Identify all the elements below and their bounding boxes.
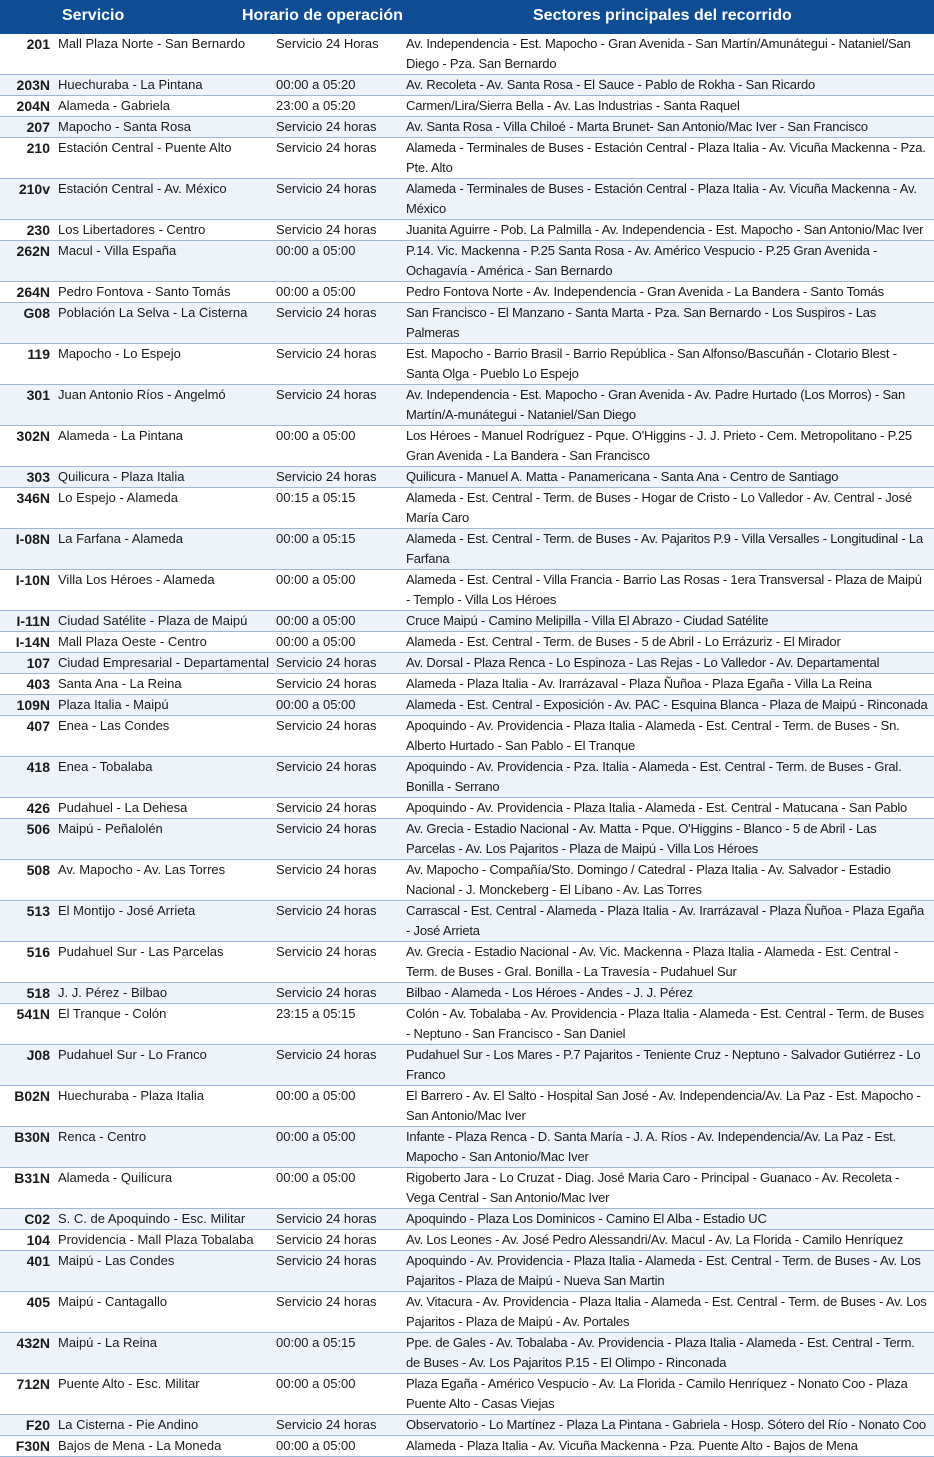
- operating-hours: Servicio 24 horas: [271, 1209, 406, 1230]
- operating-hours: Servicio 24 horas: [271, 303, 406, 344]
- route-sectors: Infante - Plaza Renca - D. Santa María - J. A. Ríos - Av. Independencia/Av. La Paz - Est. Mapocho - San Antonio/Mac Iver: [406, 1127, 934, 1168]
- table-row: [0, 75, 934, 96]
- route-name: Mall Plaza Oeste - Centro: [54, 632, 271, 653]
- operating-hours: Servicio 24 horas: [271, 179, 406, 220]
- route-sectors: Alameda - Est. Central - Exposición - Av. PAC - Esquina Blanca - Plaza de Maipú - Rinconada: [406, 695, 934, 716]
- route-name: Lo Espejo - Alameda: [54, 488, 271, 529]
- table-row: [0, 632, 934, 653]
- route-sectors: Colón - Av. Tobalaba - Av. Providencia - Plaza Italia - Alameda - Est. Central - Term. de Buses - Neptuno - San Francisco - San Daniel: [406, 1004, 934, 1045]
- table-row: [0, 117, 934, 138]
- route-sectors: Pedro Fontova Norte - Av. Independencia - Gran Avenida - La Bandera - Santo Tomás: [406, 282, 934, 303]
- route-number: 210v: [0, 179, 54, 220]
- operating-hours: Servicio 24 horas: [271, 674, 406, 695]
- route-number: 346N: [0, 488, 54, 529]
- route-name: Juan Antonio Ríos - Angelmó: [54, 385, 271, 426]
- route-number: 426: [0, 798, 54, 819]
- table-row: [0, 1333, 934, 1374]
- routes-table: [0, 34, 934, 1457]
- route-name: Plaza Italia - Maipú: [54, 695, 271, 716]
- route-sectors: Alameda - Plaza Italia - Av. Irarrázaval - Plaza Ñuñoa - Plaza Egaña - Villa La Reina: [406, 674, 934, 695]
- route-sectors: El Barrero - Av. El Salto - Hospital San José - Av. Independencia/Av. La Paz - Est. Mapocho - San Antonio/Mac Iver: [406, 1086, 934, 1127]
- table-row: [0, 1086, 934, 1127]
- route-sectors: Plaza Egaña - Américo Vespucio - Av. La Florida - Camilo Henríquez - Nonato Coo - Plaza Puente Alto - Casas Viejas: [406, 1374, 934, 1415]
- route-name: Pudahuel Sur - Lo Franco: [54, 1045, 271, 1086]
- table-row: [0, 220, 934, 241]
- route-name: Bajos de Mena - La Moneda: [54, 1436, 271, 1457]
- route-name: Santa Ana - La Reina: [54, 674, 271, 695]
- route-name: La Farfana - Alameda: [54, 529, 271, 570]
- operating-hours: Servicio 24 horas: [271, 757, 406, 798]
- route-number: 303: [0, 467, 54, 488]
- operating-hours: Servicio 24 horas: [271, 942, 406, 983]
- table-row: [0, 426, 934, 467]
- operating-hours: Servicio 24 horas: [271, 983, 406, 1004]
- table-row: [0, 138, 934, 179]
- operating-hours: 00:00 a 05:00: [271, 695, 406, 716]
- operating-hours: 23:15 a 05:15: [271, 1004, 406, 1045]
- table-row: [0, 488, 934, 529]
- route-number: 403: [0, 674, 54, 695]
- route-number: 104: [0, 1230, 54, 1251]
- route-sectors: Los Héroes - Manuel Rodríguez - Pque. O'Higgins - J. J. Prieto - Cem. Metropolitano - P.25 Gran Avenida - La Bandera - San Francisco: [406, 426, 934, 467]
- route-number: 541N: [0, 1004, 54, 1045]
- route-name: Ciudad Empresarial - Departamental: [54, 653, 271, 674]
- route-sectors: P.14. Vic. Mackenna - P.25 Santa Rosa - Av. Américo Vespucio - P.25 Gran Avenida - Ochagavía - América - San Bernardo: [406, 241, 934, 282]
- route-number: 407: [0, 716, 54, 757]
- table-row: [0, 942, 934, 983]
- table-row: [0, 757, 934, 798]
- route-number: 264N: [0, 282, 54, 303]
- route-sectors: Ppe. de Gales - Av. Tobalaba - Av. Providencia - Plaza Italia - Alameda - Est. Central - Term. de Buses - Av. Los Pajaritos P.15 - El Olimpo - Rinconada: [406, 1333, 934, 1374]
- route-number: B02N: [0, 1086, 54, 1127]
- route-number: I-14N: [0, 632, 54, 653]
- table-row: [0, 282, 934, 303]
- table-row: [0, 819, 934, 860]
- route-name: Huechuraba - La Pintana: [54, 75, 271, 96]
- route-number: I-08N: [0, 529, 54, 570]
- route-name: Pedro Fontova - Santo Tomás: [54, 282, 271, 303]
- operating-hours: 00:00 a 05:00: [271, 611, 406, 632]
- table-row: [0, 1045, 934, 1086]
- operating-hours: 00:00 a 05:00: [271, 1086, 406, 1127]
- operating-hours: 00:00 a 05:00: [271, 426, 406, 467]
- route-number: 518: [0, 983, 54, 1004]
- operating-hours: Servicio 24 horas: [271, 819, 406, 860]
- route-number: 513: [0, 901, 54, 942]
- table-row: [0, 1415, 934, 1436]
- route-name: Maipú - Cantagallo: [54, 1292, 271, 1333]
- route-sectors: Alameda - Terminales de Buses - Estación Central - Plaza Italia - Av. Vicuña Mackenna - Pza. Pte. Alto: [406, 138, 934, 179]
- route-name: Quilicura - Plaza Italia: [54, 467, 271, 488]
- route-number: J08: [0, 1045, 54, 1086]
- route-name: Mall Plaza Norte - San Bernardo: [54, 34, 271, 75]
- table-row: [0, 901, 934, 942]
- route-name: Maipú - Las Condes: [54, 1251, 271, 1292]
- route-name: Enea - Tobalaba: [54, 757, 271, 798]
- route-name: Estación Central - Puente Alto: [54, 138, 271, 179]
- table-row: [0, 674, 934, 695]
- route-name: Mapocho - Lo Espejo: [54, 344, 271, 385]
- route-number: 712N: [0, 1374, 54, 1415]
- route-name: El Montijo - José Arrieta: [54, 901, 271, 942]
- route-sectors: Av. Grecia - Estadio Nacional - Av. Matta - Pque. O'Higgins - Blanco - 5 de Abril - Las Parcelas - Av. Los Pajaritos - Plaza de Maipú - Villa Los Héroes: [406, 819, 934, 860]
- operating-hours: Servicio 24 horas: [271, 798, 406, 819]
- route-sectors: Alameda - Est. Central - Term. de Buses - Av. Pajaritos P.9 - Villa Versalles - Longitudinal - La Farfana: [406, 529, 934, 570]
- route-number: 201: [0, 34, 54, 75]
- header-service: Servicio: [62, 7, 125, 24]
- route-name: S. C. de Apoquindo - Esc. Militar: [54, 1209, 271, 1230]
- route-number: 301: [0, 385, 54, 426]
- operating-hours: Servicio 24 horas: [271, 1292, 406, 1333]
- route-number: B30N: [0, 1127, 54, 1168]
- route-sectors: Apoquindo - Av. Providencia - Pza. Italia - Alameda - Est. Central - Term. de Buses - Gral. Bonilla - Serrano: [406, 757, 934, 798]
- header-schedule: Horario de operación: [242, 7, 403, 24]
- route-sectors: Av. Independencia - Est. Mapocho - Gran Avenida - San Martín/Amunátegui - Nataniel/San Diego - Pza. San Bernardo: [406, 34, 934, 75]
- route-number: 508: [0, 860, 54, 901]
- route-name: Pudahuel - La Dehesa: [54, 798, 271, 819]
- table-row: [0, 1209, 934, 1230]
- table-header: [0, 0, 934, 34]
- operating-hours: 00:15 a 05:15: [271, 488, 406, 529]
- operating-hours: 00:00 a 05:15: [271, 529, 406, 570]
- table-row: [0, 695, 934, 716]
- route-number: 405: [0, 1292, 54, 1333]
- operating-hours: Servicio 24 horas: [271, 117, 406, 138]
- operating-hours: 00:00 a 05:00: [271, 241, 406, 282]
- operating-hours: Servicio 24 horas: [271, 344, 406, 385]
- table-row: [0, 983, 934, 1004]
- route-number: 506: [0, 819, 54, 860]
- route-sectors: Juanita Aguirre - Pob. La Palmilla - Av. Independencia - Est. Mapocho - San Antonio/Mac Iver: [406, 220, 934, 241]
- operating-hours: 00:00 a 05:00: [271, 570, 406, 611]
- route-sectors: Quilicura - Manuel A. Matta - Panamericana - Santa Ana - Centro de Santiago: [406, 467, 934, 488]
- route-number: 262N: [0, 241, 54, 282]
- route-name: Alameda - Quilicura: [54, 1168, 271, 1209]
- route-sectors: Alameda - Terminales de Buses - Estación Central - Plaza Italia - Av. Vicuña Mackenna - Av. México: [406, 179, 934, 220]
- operating-hours: 00:00 a 05:00: [271, 1436, 406, 1457]
- route-sectors: Av. Recoleta - Av. Santa Rosa - El Sauce - Pablo de Rokha - San Ricardo: [406, 75, 934, 96]
- route-sectors: Apoquindo - Av. Providencia - Plaza Italia - Alameda - Est. Central - Matucana - San Pablo: [406, 798, 934, 819]
- route-sectors: Apoquindo - Av. Providencia - Plaza Italia - Alameda - Est. Central - Term. de Buses - Sn. Alberto Hurtado - San Pablo - El Tranque: [406, 716, 934, 757]
- route-number: 203N: [0, 75, 54, 96]
- route-number: 401: [0, 1251, 54, 1292]
- route-name: Providencia - Mall Plaza Tobalaba: [54, 1230, 271, 1251]
- route-sectors: Carmen/Lira/Sierra Bella - Av. Las Industrias - Santa Raquel: [406, 96, 934, 117]
- route-sectors: Carrascal - Est. Central - Alameda - Plaza Italia - Av. Irarrázaval - Plaza Ñuñoa - Plaza Egaña - José Arrieta: [406, 901, 934, 942]
- table-row: [0, 34, 934, 75]
- operating-hours: Servicio 24 horas: [271, 1045, 406, 1086]
- route-number: 302N: [0, 426, 54, 467]
- route-sectors: Av. Vitacura - Av. Providencia - Plaza Italia - Alameda - Est. Central - Term. de Buses - Av. Los Pajaritos - Plaza de Maipú - Av. Portales: [406, 1292, 934, 1333]
- table-row: [0, 1168, 934, 1209]
- route-sectors: Av. Santa Rosa - Villa Chiloé - Marta Brunet- San Antonio/Mac Iver - San Francisco: [406, 117, 934, 138]
- route-name: Huechuraba - Plaza Italia: [54, 1086, 271, 1127]
- route-number: C02: [0, 1209, 54, 1230]
- table-row: [0, 1292, 934, 1333]
- operating-hours: Servicio 24 horas: [271, 1230, 406, 1251]
- route-number: 230: [0, 220, 54, 241]
- route-sectors: Est. Mapocho - Barrio Brasil - Barrio República - San Alfonso/Bascuñán - Clotario Blest - Santa Olga - Pueblo Lo Espejo: [406, 344, 934, 385]
- route-sectors: Alameda - Est. Central - Villa Francia - Barrio Las Rosas - 1era Transversal - Plaza de Maipú - Templo - Villa Los Héroes: [406, 570, 934, 611]
- route-number: 107: [0, 653, 54, 674]
- route-name: J. J. Pérez - Bilbao: [54, 983, 271, 1004]
- route-number: F30N: [0, 1436, 54, 1457]
- route-name: Renca - Centro: [54, 1127, 271, 1168]
- route-sectors: Alameda - Est. Central - Term. de Buses - 5 de Abril - Lo Errázuriz - El Mirador: [406, 632, 934, 653]
- table-row: [0, 179, 934, 220]
- route-number: 204N: [0, 96, 54, 117]
- operating-hours: 00:00 a 05:00: [271, 282, 406, 303]
- operating-hours: Servicio 24 horas: [271, 901, 406, 942]
- operating-hours: Servicio 24 horas: [271, 1415, 406, 1436]
- route-sectors: Av. Independencia - Est. Mapocho - Gran Avenida - Av. Padre Hurtado (Los Morros) - San Martín/A-munátegui - Nataniel/San Diego: [406, 385, 934, 426]
- table-row: [0, 467, 934, 488]
- table-row: [0, 1127, 934, 1168]
- table-row: [0, 798, 934, 819]
- route-number: 109N: [0, 695, 54, 716]
- route-number: I-11N: [0, 611, 54, 632]
- route-name: Pudahuel Sur - Las Parcelas: [54, 942, 271, 983]
- table-row: [0, 570, 934, 611]
- table-row: [0, 1251, 934, 1292]
- route-number: I-10N: [0, 570, 54, 611]
- route-sectors: Pudahuel Sur - Los Mares - P.7 Pajaritos - Teniente Cruz - Neptuno - Salvador Gutiérrez - Lo Franco: [406, 1045, 934, 1086]
- route-name: Los Libertadores - Centro: [54, 220, 271, 241]
- route-number: 516: [0, 942, 54, 983]
- route-name: Alameda - Gabriela: [54, 96, 271, 117]
- route-name: Enea - Las Condes: [54, 716, 271, 757]
- table-row: [0, 1004, 934, 1045]
- route-name: Villa Los Héroes - Alameda: [54, 570, 271, 611]
- route-name: Maipú - La Reina: [54, 1333, 271, 1374]
- operating-hours: Servicio 24 horas: [271, 385, 406, 426]
- operating-hours: 23:00 a 05:20: [271, 96, 406, 117]
- route-number: 210: [0, 138, 54, 179]
- table-row: [0, 241, 934, 282]
- route-number: 119: [0, 344, 54, 385]
- operating-hours: 00:00 a 05:00: [271, 1127, 406, 1168]
- route-sectors: Av. Los Leones - Av. José Pedro Alessandri/Av. Macul - Av. La Florida - Camilo Henríquez: [406, 1230, 934, 1251]
- header-sectors: Sectores principales del recorrido: [533, 7, 792, 24]
- operating-hours: Servicio 24 horas: [271, 1251, 406, 1292]
- route-sectors: Bilbao - Alameda - Los Héroes - Andes - J. J. Pérez: [406, 983, 934, 1004]
- route-name: Ciudad Satélite - Plaza de Maipú: [54, 611, 271, 632]
- table-row: [0, 344, 934, 385]
- table-row: [0, 303, 934, 344]
- operating-hours: Servicio 24 Horas: [271, 34, 406, 75]
- route-sectors: Av. Grecia - Estadio Nacional - Av. Vic. Mackenna - Plaza Italia - Alameda - Est. Central - Term. de Buses - Gral. Bonilla - La Travesía - Pudahuel Sur: [406, 942, 934, 983]
- route-sectors: Cruce Maipú - Camino Melipilla - Villa El Abrazo - Ciudad Satélite: [406, 611, 934, 632]
- table-row: [0, 529, 934, 570]
- table-row: [0, 653, 934, 674]
- operating-hours: 00:00 a 05:20: [271, 75, 406, 96]
- route-sectors: Apoquindo - Av. Providencia - Plaza Italia - Alameda - Est. Central - Term. de Buses - Av. Los Pajaritos - Plaza de Maipú - Nueva San Martin: [406, 1251, 934, 1292]
- table-row: [0, 716, 934, 757]
- table-row: [0, 1374, 934, 1415]
- route-number: 418: [0, 757, 54, 798]
- route-sectors: Alameda - Plaza Italia - Av. Vicuña Mackenna - Pza. Puente Alto - Bajos de Mena: [406, 1436, 934, 1457]
- route-sectors: Av. Mapocho - Compañía/Sto. Domingo / Catedral - Plaza Italia - Av. Salvador - Estadio Nacional - J. Monckeberg - El Líbano - Av. Las Torres: [406, 860, 934, 901]
- operating-hours: 00:00 a 05:00: [271, 1374, 406, 1415]
- route-name: Alameda - La Pintana: [54, 426, 271, 467]
- route-name: Puente Alto - Esc. Militar: [54, 1374, 271, 1415]
- route-name: Maipú - Peñalolén: [54, 819, 271, 860]
- route-sectors: Alameda - Est. Central - Term. de Buses - Hogar de Cristo - Lo Valledor - Av. Central - José María Caro: [406, 488, 934, 529]
- route-sectors: San Francisco - El Manzano - Santa Marta - Pza. San Bernardo - Los Suspiros - Las Palmeras: [406, 303, 934, 344]
- route-name: Población La Selva - La Cisterna: [54, 303, 271, 344]
- route-name: Av. Mapocho - Av. Las Torres: [54, 860, 271, 901]
- table-row: [0, 860, 934, 901]
- route-number: F20: [0, 1415, 54, 1436]
- route-number: 207: [0, 117, 54, 138]
- operating-hours: Servicio 24 horas: [271, 138, 406, 179]
- operating-hours: Servicio 24 horas: [271, 653, 406, 674]
- route-sectors: Rigoberto Jara - Lo Cruzat - Diag. José Maria Caro - Principal - Guanaco - Av. Recoleta - Vega Central - San Antonio/Mac Iver: [406, 1168, 934, 1209]
- route-name: El Tranque - Colón: [54, 1004, 271, 1045]
- route-number: G08: [0, 303, 54, 344]
- operating-hours: Servicio 24 horas: [271, 860, 406, 901]
- route-name: Mapocho - Santa Rosa: [54, 117, 271, 138]
- route-sectors: Av. Dorsal - Plaza Renca - Lo Espinoza - Las Rejas - Lo Valledor - Av. Departamental: [406, 653, 934, 674]
- route-name: La Cisterna - Pie Andino: [54, 1415, 271, 1436]
- table-row: [0, 1230, 934, 1251]
- operating-hours: 00:00 a 05:00: [271, 1168, 406, 1209]
- routes-table-body: [0, 34, 934, 1457]
- operating-hours: Servicio 24 horas: [271, 467, 406, 488]
- operating-hours: Servicio 24 horas: [271, 716, 406, 757]
- table-row: [0, 1436, 934, 1457]
- route-sectors: Apoquindo - Plaza Los Dominicos - Camino El Alba - Estadio UC: [406, 1209, 934, 1230]
- route-number: 432N: [0, 1333, 54, 1374]
- route-name: Estación Central - Av. México: [54, 179, 271, 220]
- route-name: Macul - Villa España: [54, 241, 271, 282]
- table-row: [0, 96, 934, 117]
- table-row: [0, 385, 934, 426]
- operating-hours: Servicio 24 horas: [271, 220, 406, 241]
- table-row: [0, 611, 934, 632]
- route-number: B31N: [0, 1168, 54, 1209]
- operating-hours: 00:00 a 05:15: [271, 1333, 406, 1374]
- operating-hours: 00:00 a 05:00: [271, 632, 406, 653]
- route-sectors: Observatorio - Lo Martínez - Plaza La Pintana - Gabriela - Hosp. Sótero del Río - Nonato Coo: [406, 1415, 934, 1436]
